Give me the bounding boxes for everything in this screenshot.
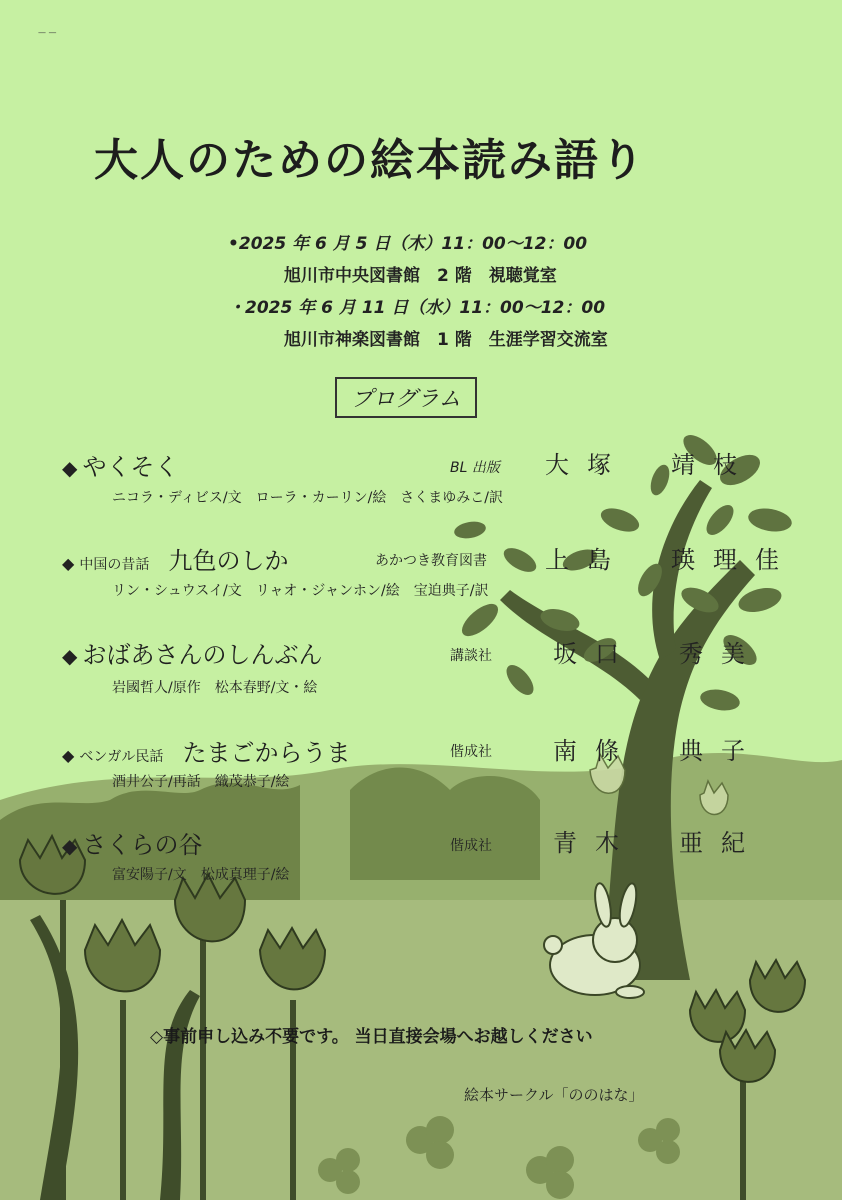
diamond-icon: ◆ xyxy=(62,554,75,573)
publisher: 偕成社 xyxy=(450,744,492,760)
book-title: おばあさんのしんぶん xyxy=(82,641,323,669)
schedule-venue-2: 旭川市神楽図書館 1 階 生涯学習交流室 xyxy=(284,330,608,350)
credit-line: ニコラ・ディビス/文 ローラ・カーリン/絵 さくまゆみこ/訳 xyxy=(112,490,504,506)
publisher: BL 出版 xyxy=(450,460,500,476)
credit-line: 酒井公子/再話 織茂恭子/絵 xyxy=(112,774,290,790)
schedule-date-1: •2025 年 6 月 5 日（木）11：00〜12：00 xyxy=(228,234,588,254)
diamond-icon: ◆ xyxy=(62,456,78,480)
page-title: 大人のための絵本読み語り xyxy=(94,135,646,186)
program-item-5 xyxy=(62,825,202,860)
book-title: たまごからうま xyxy=(182,739,351,767)
book-title: 九色のしか xyxy=(168,547,289,575)
notice-text: ◇事前申し込み不要です。 当日直接会場へお越しください xyxy=(150,1027,593,1047)
credit-line: リン・シュウスイ/文 リャオ・ジャンホン/絵 宝迫典子/訳 xyxy=(112,583,489,599)
scan-mark: — — xyxy=(38,28,57,37)
publisher: 偕成社 xyxy=(450,838,492,854)
book-subtitle: 中国の昔話 xyxy=(79,557,150,573)
program-item-1 xyxy=(62,447,178,482)
reader-name: 坂口 秀美 xyxy=(553,640,763,668)
book-subtitle: ベンガル民話 xyxy=(79,749,164,765)
schedule-venue-1: 旭川市中央図書館 2 階 視聴覚室 xyxy=(284,266,557,286)
credit-line: 岩國哲人/原作 松本春野/文・絵 xyxy=(112,680,318,696)
reader-name: 上島 瑛理佳 xyxy=(545,546,797,574)
book-title: やくそく xyxy=(82,453,179,481)
organizer-name: 絵本サークル「ののはな」 xyxy=(464,1086,644,1104)
diamond-icon: ◆ xyxy=(62,834,78,858)
diamond-icon: ◆ xyxy=(62,746,75,765)
schedule-date-2: ・2025 年 6 月 11 日（水）11：00〜12：00 xyxy=(228,298,606,318)
book-title: さくらの谷 xyxy=(82,831,203,859)
program-item-4 xyxy=(62,733,351,768)
reader-name: 大塚 靖枝 xyxy=(545,451,755,479)
program-heading: プログラム xyxy=(335,377,477,418)
publisher: あかつき教育図書 xyxy=(375,553,487,569)
program-item-2 xyxy=(62,541,289,576)
reader-name: 南條 典子 xyxy=(553,737,763,765)
credit-line: 富安陽子/文 松成真理子/絵 xyxy=(112,867,290,883)
program-item-3 xyxy=(62,635,322,670)
publisher: 講談社 xyxy=(450,648,492,664)
reader-name: 青木 亜紀 xyxy=(553,829,763,857)
diamond-icon: ◆ xyxy=(62,644,78,668)
